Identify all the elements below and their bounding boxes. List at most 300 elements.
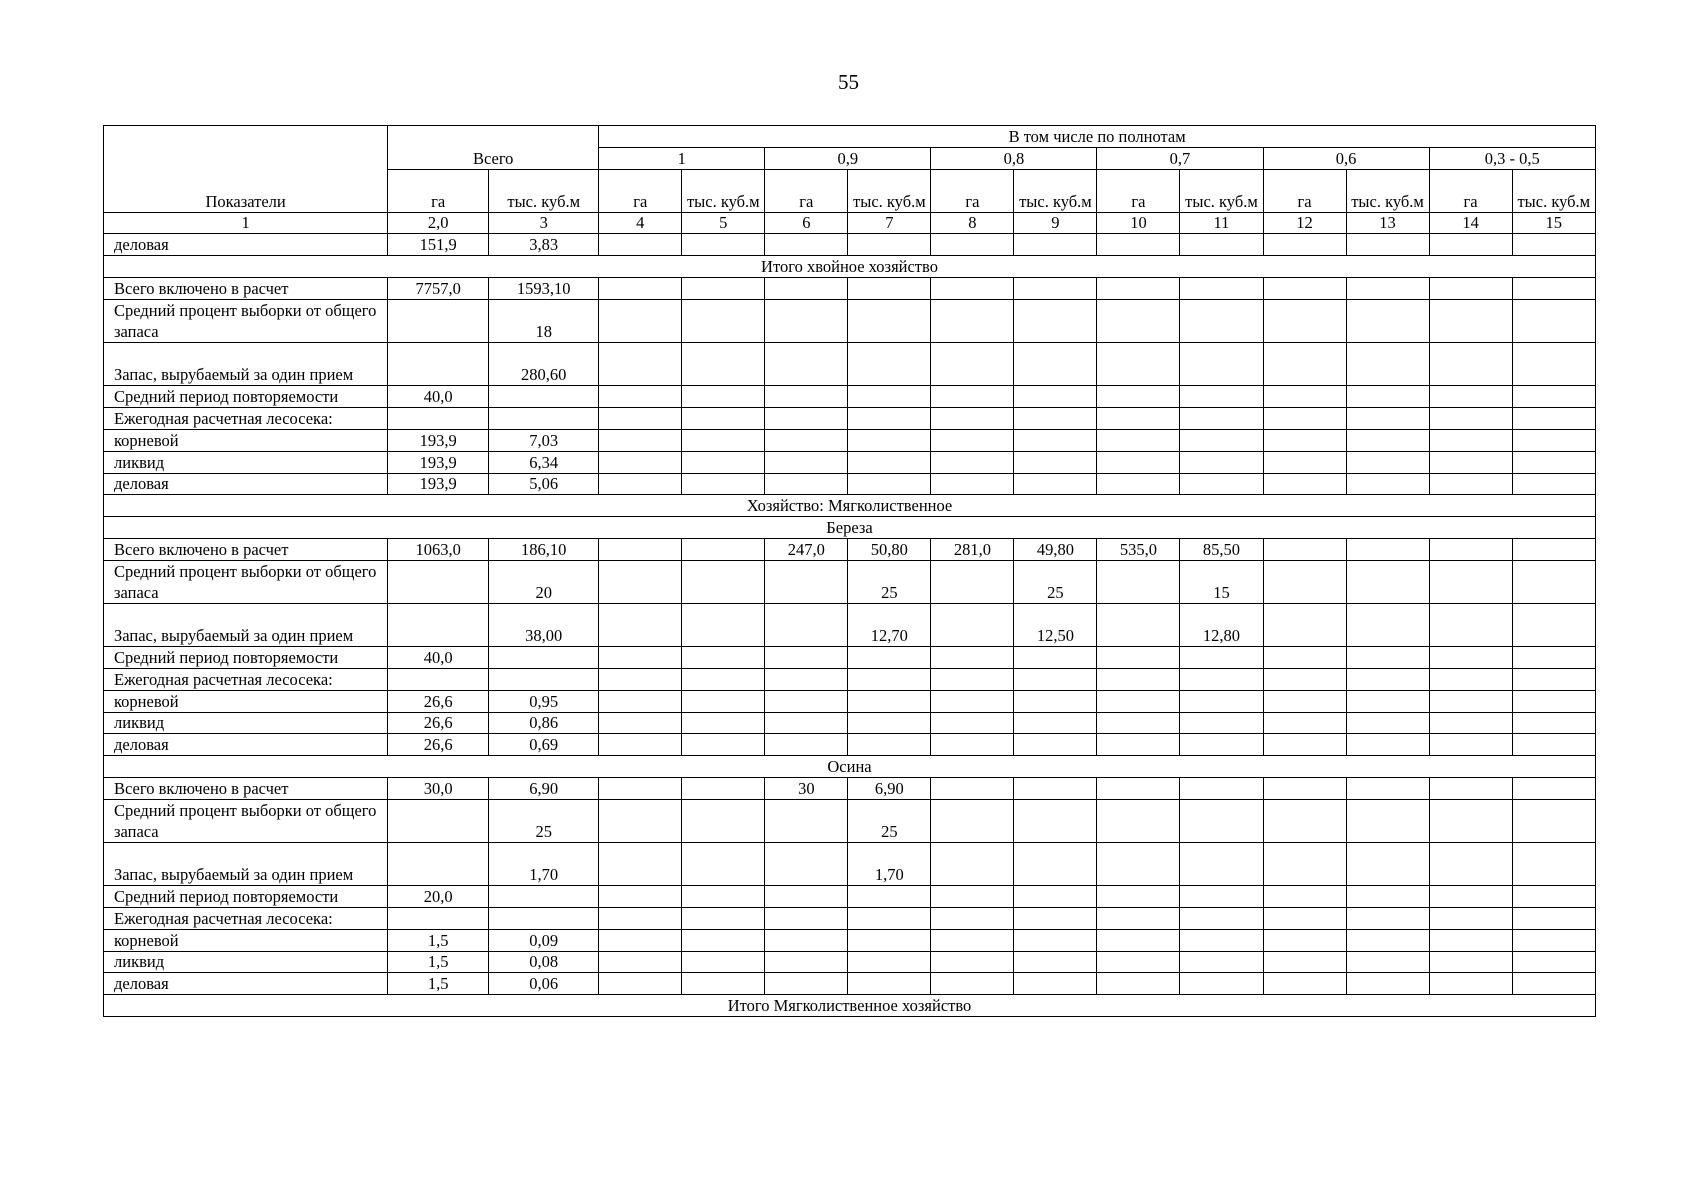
table-cell — [931, 451, 1014, 473]
table-cell — [765, 278, 848, 300]
table-cell: 1,5 — [388, 929, 489, 951]
table-row — [104, 451, 1596, 473]
table-cell — [931, 234, 1014, 256]
table-cell: 12,50 — [1014, 604, 1097, 647]
table-cell — [599, 668, 682, 690]
column-number: 12 — [1263, 212, 1346, 234]
table-cell — [1180, 778, 1263, 800]
header-unit-ha: га — [1097, 169, 1180, 212]
table-cell — [599, 843, 682, 886]
table-cell: 3,83 — [489, 234, 599, 256]
table-cell — [765, 973, 848, 995]
table-cell — [1346, 734, 1429, 756]
table-cell — [682, 690, 765, 712]
table-cell — [1097, 604, 1180, 647]
table-cell — [1097, 473, 1180, 495]
table-cell — [1014, 668, 1097, 690]
table-cell — [388, 800, 489, 843]
header-unit-volume: тыс. куб.м — [1346, 169, 1429, 212]
table-cell — [848, 407, 931, 429]
table-cell — [931, 712, 1014, 734]
table-cell — [1512, 690, 1595, 712]
table-row — [104, 690, 1596, 712]
table-cell — [1014, 951, 1097, 973]
table-cell — [682, 300, 765, 343]
table-row — [104, 778, 1596, 800]
table-row — [104, 429, 1596, 451]
table-cell — [765, 929, 848, 951]
header-density: 0,8 — [931, 147, 1097, 169]
table-row — [104, 539, 1596, 561]
table-cell — [765, 604, 848, 647]
table-cell: 0,86 — [489, 712, 599, 734]
table-cell: 6,34 — [489, 451, 599, 473]
table-cell — [1014, 407, 1097, 429]
table-cell — [931, 929, 1014, 951]
table-cell — [931, 407, 1014, 429]
table-row — [104, 712, 1596, 734]
table-cell — [1429, 885, 1512, 907]
table-cell — [848, 278, 931, 300]
table-cell — [765, 690, 848, 712]
table-cell — [848, 668, 931, 690]
table-cell — [1180, 973, 1263, 995]
table-cell — [682, 885, 765, 907]
table-cell: 0,95 — [489, 690, 599, 712]
table-cell — [848, 429, 931, 451]
table-cell — [1097, 646, 1180, 668]
table-row — [104, 668, 1596, 690]
table-row — [104, 973, 1596, 995]
column-number: 11 — [1180, 212, 1263, 234]
table-cell — [1512, 907, 1595, 929]
table-cell — [1512, 604, 1595, 647]
table-row — [104, 561, 1596, 604]
table-cell — [1346, 951, 1429, 973]
table-cell — [1429, 539, 1512, 561]
table-cell — [489, 668, 599, 690]
table-cell — [1263, 604, 1346, 647]
table-cell — [1512, 929, 1595, 951]
table-cell — [765, 343, 848, 386]
table-cell: 12,80 — [1180, 604, 1263, 647]
row-label: Всего включено в расчет — [104, 539, 388, 561]
table-cell — [1263, 778, 1346, 800]
table-cell — [1346, 668, 1429, 690]
table-cell — [765, 712, 848, 734]
table-cell — [1429, 712, 1512, 734]
table-cell — [599, 604, 682, 647]
table-cell — [1429, 234, 1512, 256]
table-cell: 151,9 — [388, 234, 489, 256]
table-cell — [848, 300, 931, 343]
table-cell — [599, 539, 682, 561]
table-cell: 26,6 — [388, 712, 489, 734]
table-cell — [1512, 973, 1595, 995]
table-cell — [1346, 800, 1429, 843]
column-number: 13 — [1346, 212, 1429, 234]
table-cell — [1180, 734, 1263, 756]
table-cell — [1429, 668, 1512, 690]
table-cell — [1346, 300, 1429, 343]
table-cell — [1346, 929, 1429, 951]
table-cell — [489, 885, 599, 907]
table-cell: 186,10 — [489, 539, 599, 561]
table-cell — [682, 843, 765, 886]
table-cell — [931, 668, 1014, 690]
table-cell: 26,6 — [388, 690, 489, 712]
table-cell — [1512, 561, 1595, 604]
header-unit-volume: тыс. куб.м — [1014, 169, 1097, 212]
row-label: деловая — [104, 973, 388, 995]
table-cell — [848, 690, 931, 712]
table-cell — [1346, 973, 1429, 995]
table-row — [104, 234, 1596, 256]
table-cell — [1512, 407, 1595, 429]
table-cell — [1014, 885, 1097, 907]
table-cell — [1180, 278, 1263, 300]
table-cell — [1180, 951, 1263, 973]
table-cell — [1346, 234, 1429, 256]
table-cell — [1346, 690, 1429, 712]
table-cell — [848, 973, 931, 995]
table-cell: 1,5 — [388, 951, 489, 973]
table-cell — [1097, 668, 1180, 690]
table-cell — [1014, 734, 1097, 756]
table-cell — [388, 343, 489, 386]
table-cell — [1512, 668, 1595, 690]
table-cell — [388, 843, 489, 886]
table-cell — [682, 929, 765, 951]
row-label: ликвид — [104, 451, 388, 473]
table-cell — [765, 843, 848, 886]
table-row — [104, 646, 1596, 668]
table-cell — [1097, 300, 1180, 343]
table-cell — [1263, 300, 1346, 343]
table-cell — [1097, 429, 1180, 451]
row-label: деловая — [104, 734, 388, 756]
table-cell — [682, 668, 765, 690]
column-number: 8 — [931, 212, 1014, 234]
table-cell: 25 — [489, 800, 599, 843]
table-cell — [848, 951, 931, 973]
table-cell — [1429, 951, 1512, 973]
table-cell — [1263, 343, 1346, 386]
column-number: 2,0 — [388, 212, 489, 234]
table-cell — [489, 385, 599, 407]
table-cell — [1180, 907, 1263, 929]
table-cell — [1180, 473, 1263, 495]
header-unit-ha: га — [931, 169, 1014, 212]
table-cell: 535,0 — [1097, 539, 1180, 561]
table-cell — [1346, 885, 1429, 907]
table-cell: 0,09 — [489, 929, 599, 951]
table-cell — [848, 646, 931, 668]
table-cell — [1512, 885, 1595, 907]
table-cell — [1512, 451, 1595, 473]
table-cell — [1014, 690, 1097, 712]
table-cell — [931, 907, 1014, 929]
table-cell: 25 — [848, 561, 931, 604]
table-cell — [1097, 907, 1180, 929]
table-cell — [931, 300, 1014, 343]
table-cell — [1097, 690, 1180, 712]
table-cell — [1263, 473, 1346, 495]
table-cell — [682, 778, 765, 800]
table-cell — [682, 343, 765, 386]
table-cell — [682, 539, 765, 561]
table-cell — [1097, 451, 1180, 473]
table-cell — [1014, 712, 1097, 734]
row-label: Запас, вырубаемый за один прием — [104, 604, 388, 647]
column-number: 7 — [848, 212, 931, 234]
table-cell — [1263, 385, 1346, 407]
table-cell — [931, 843, 1014, 886]
table-cell — [599, 885, 682, 907]
table-cell — [1263, 451, 1346, 473]
table-cell — [682, 712, 765, 734]
table-cell — [848, 234, 931, 256]
row-label: Запас, вырубаемый за один прием — [104, 843, 388, 886]
table-cell — [388, 668, 489, 690]
table-cell — [1263, 646, 1346, 668]
column-number: 14 — [1429, 212, 1512, 234]
table-cell — [848, 712, 931, 734]
table-cell — [682, 561, 765, 604]
header-unit-ha: га — [1263, 169, 1346, 212]
table-cell — [682, 407, 765, 429]
table-cell: 12,70 — [848, 604, 931, 647]
table-cell — [1263, 907, 1346, 929]
table-cell — [599, 800, 682, 843]
table-cell — [1097, 407, 1180, 429]
row-label: Средний период повторяемости — [104, 646, 388, 668]
table-cell — [1512, 646, 1595, 668]
table-cell — [1180, 300, 1263, 343]
table-cell — [931, 646, 1014, 668]
table-cell — [931, 343, 1014, 386]
table-cell — [1429, 300, 1512, 343]
table-cell — [1429, 429, 1512, 451]
row-label: деловая — [104, 473, 388, 495]
section-title: Осина — [104, 756, 1596, 778]
table-cell — [388, 604, 489, 647]
table-cell — [765, 668, 848, 690]
table-cell: 30 — [765, 778, 848, 800]
row-label: корневой — [104, 429, 388, 451]
table-cell — [599, 300, 682, 343]
table-cell — [489, 407, 599, 429]
table-cell — [682, 646, 765, 668]
table-cell — [1429, 451, 1512, 473]
table-cell — [1512, 429, 1595, 451]
table-cell: 50,80 — [848, 539, 931, 561]
table-cell — [599, 646, 682, 668]
table-cell — [1263, 800, 1346, 843]
table-cell — [1512, 278, 1595, 300]
table-cell — [1263, 973, 1346, 995]
row-label: Ежегодная расчетная лесосека: — [104, 407, 388, 429]
table-cell — [599, 951, 682, 973]
table-cell — [1180, 843, 1263, 886]
table-cell — [599, 451, 682, 473]
table-cell: 85,50 — [1180, 539, 1263, 561]
table-cell — [1263, 712, 1346, 734]
table-cell: 193,9 — [388, 429, 489, 451]
header-unit-volume: тыс. куб.м — [1512, 169, 1595, 212]
table-cell — [1429, 646, 1512, 668]
table-cell — [931, 278, 1014, 300]
table-cell — [1097, 712, 1180, 734]
table-cell — [931, 473, 1014, 495]
table-row — [104, 300, 1596, 343]
table-cell — [1346, 712, 1429, 734]
table-cell — [1346, 907, 1429, 929]
header-density: 1 — [599, 147, 765, 169]
table-row — [104, 604, 1596, 647]
header-unit-volume: тыс. куб.м — [848, 169, 931, 212]
table-cell — [682, 429, 765, 451]
table-cell — [1014, 800, 1097, 843]
table-cell — [765, 885, 848, 907]
table-cell — [1346, 561, 1429, 604]
header-row-1 — [104, 126, 1596, 148]
table-cell — [1097, 734, 1180, 756]
table-cell — [599, 407, 682, 429]
table-cell — [388, 907, 489, 929]
table-cell — [1263, 407, 1346, 429]
table-cell: 25 — [1014, 561, 1097, 604]
row-label: деловая — [104, 234, 388, 256]
table-cell — [1097, 385, 1180, 407]
table-row — [104, 385, 1596, 407]
table-cell — [1346, 473, 1429, 495]
table-cell — [1429, 778, 1512, 800]
column-number: 1 — [104, 212, 388, 234]
header-unit-volume: тыс. куб.м — [1180, 169, 1263, 212]
table-cell: 38,00 — [489, 604, 599, 647]
header-unit-volume: тыс. куб.м — [682, 169, 765, 212]
table-cell — [848, 473, 931, 495]
table-cell — [599, 929, 682, 951]
table-cell: 5,06 — [489, 473, 599, 495]
table-cell: 26,6 — [388, 734, 489, 756]
row-label: Всего включено в расчет — [104, 778, 388, 800]
table-cell — [1180, 407, 1263, 429]
row-label: Ежегодная расчетная лесосека: — [104, 668, 388, 690]
table-cell — [931, 429, 1014, 451]
table-cell — [682, 734, 765, 756]
table-cell — [1429, 343, 1512, 386]
table-cell — [1429, 604, 1512, 647]
table-cell — [1512, 385, 1595, 407]
table-cell — [1346, 778, 1429, 800]
table-cell — [1097, 843, 1180, 886]
table-cell — [1429, 473, 1512, 495]
table-cell — [1180, 885, 1263, 907]
table-cell — [931, 951, 1014, 973]
table-cell — [599, 690, 682, 712]
row-label: Средний период повторяемости — [104, 885, 388, 907]
header-total-volume: тыс. куб.м — [489, 169, 599, 212]
row-label: Ежегодная расчетная лесосека: — [104, 907, 388, 929]
table-cell: 193,9 — [388, 473, 489, 495]
table-row — [104, 343, 1596, 386]
table-cell — [1512, 473, 1595, 495]
table-cell — [848, 929, 931, 951]
table-cell — [682, 951, 765, 973]
table-cell — [1346, 604, 1429, 647]
row-label: Средний процент выборки от общего запаса — [104, 800, 388, 843]
table-cell — [1263, 885, 1346, 907]
table-cell — [848, 451, 931, 473]
table-cell — [599, 778, 682, 800]
table-cell — [1512, 300, 1595, 343]
table-row — [104, 278, 1596, 300]
header-total: Всего — [388, 126, 599, 170]
table-cell — [682, 973, 765, 995]
table-cell — [1512, 539, 1595, 561]
column-number: 4 — [599, 212, 682, 234]
header-density: 0,3 - 0,5 — [1429, 147, 1595, 169]
table-cell — [931, 690, 1014, 712]
row-label: ликвид — [104, 712, 388, 734]
table-cell — [848, 385, 931, 407]
table-cell — [1429, 907, 1512, 929]
table-cell — [1512, 343, 1595, 386]
table-cell — [599, 429, 682, 451]
forest-table — [103, 125, 1596, 1017]
table-cell — [599, 907, 682, 929]
table-cell — [1429, 929, 1512, 951]
table-cell — [931, 973, 1014, 995]
table-cell — [1346, 451, 1429, 473]
table-cell — [765, 385, 848, 407]
table-cell — [599, 473, 682, 495]
table-cell — [765, 646, 848, 668]
table-cell — [1346, 278, 1429, 300]
row-label: Средний процент выборки от общего запаса — [104, 561, 388, 604]
table-cell — [1180, 451, 1263, 473]
section-row — [104, 756, 1596, 778]
table-cell — [682, 385, 765, 407]
table-cell — [1097, 343, 1180, 386]
header-unit-ha: га — [765, 169, 848, 212]
table-cell — [1263, 843, 1346, 886]
page-number: 55 — [838, 70, 859, 94]
table-cell: 193,9 — [388, 451, 489, 473]
header-density: 0,9 — [765, 147, 931, 169]
table-body — [104, 234, 1596, 1017]
section-title: Хозяйство: Мягколиственное — [104, 495, 1596, 517]
table-cell — [1429, 278, 1512, 300]
section-title: Итого Мягколиственное хозяйство — [104, 995, 1596, 1017]
table-cell — [489, 646, 599, 668]
table-cell — [765, 800, 848, 843]
table-cell — [1263, 278, 1346, 300]
table-cell — [1014, 385, 1097, 407]
table-cell — [848, 343, 931, 386]
table-cell — [1014, 907, 1097, 929]
section-row — [104, 495, 1596, 517]
header-density: 0,6 — [1263, 147, 1429, 169]
table-cell — [1014, 778, 1097, 800]
table-cell: 18 — [489, 300, 599, 343]
column-number: 5 — [682, 212, 765, 234]
table-cell — [599, 712, 682, 734]
table-cell — [765, 234, 848, 256]
table-cell — [1180, 712, 1263, 734]
